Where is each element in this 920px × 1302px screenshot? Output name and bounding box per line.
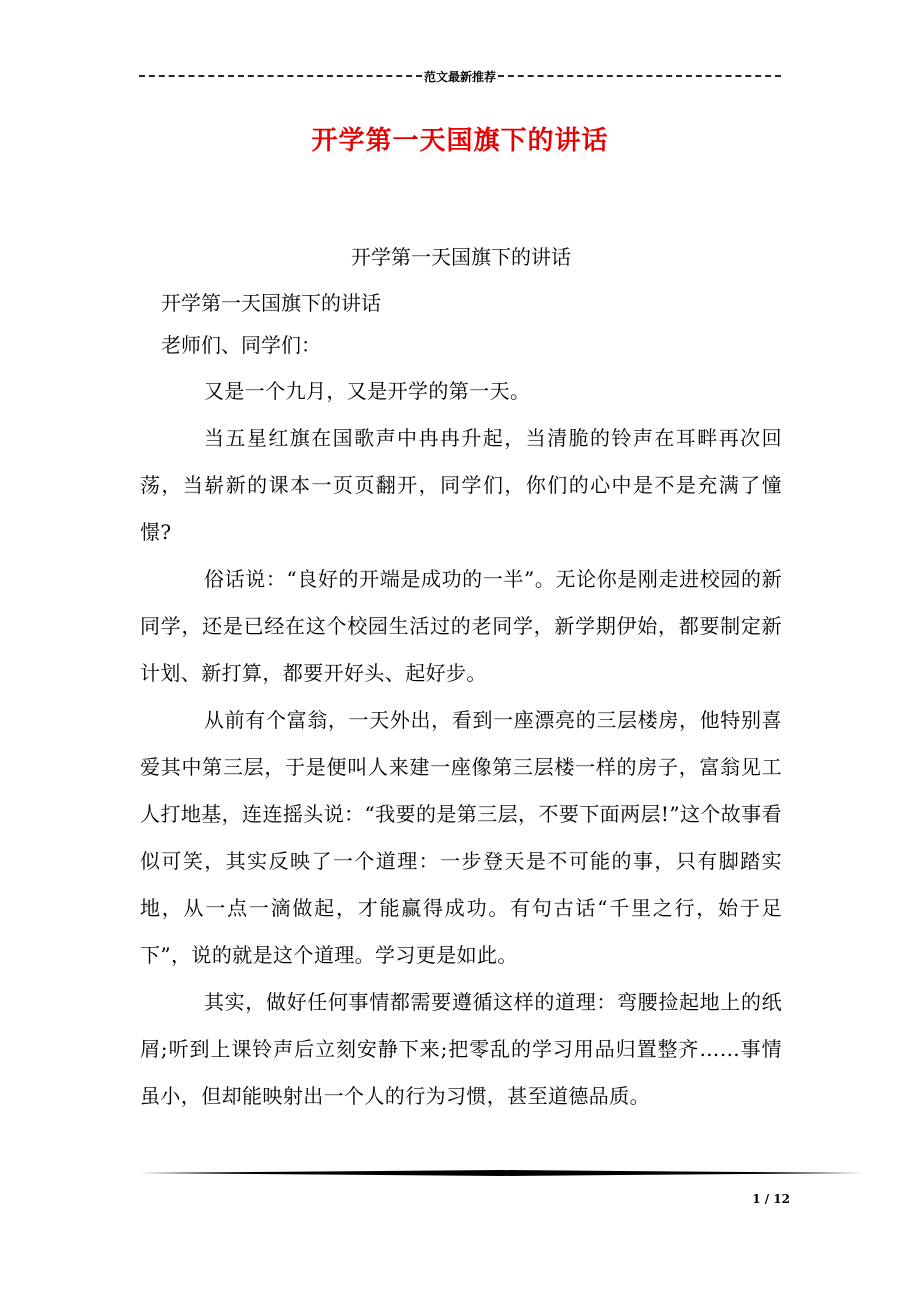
speech-heading: 开学第一天国旗下的讲话 [161,291,381,315]
page-header [139,66,781,86]
header-dashes-right [498,75,781,77]
paragraph: 又是一个九月，又是开学的第一天。 [204,379,531,403]
document-body [140,236,782,1120]
header-label: 范文最新推荐 [424,69,497,84]
speech-subtitle: 开学第一天国旗下的讲话 [351,245,571,269]
paragraph: 当五星红旗在国歌声中冉冉升起，当清脆的铃声在耳畔再次回荡，当崭新的课本一页页翻开，同学们，你们的心中是不是充满了憧憬? [140,426,782,544]
paragraph: 其实，做好任何事情都需要遵循这样的道理：弯腰捡起地上的纸屑;听到上课铃声后立刻安静下来;把零乱的学习用品归置整齐……事情虽小，但却能映射出一个人的行为习惯，甚至道德品质。 [140,990,782,1108]
paragraph: 俗话说：“良好的开端是成功的一半”。无论你是刚走进校园的新同学，还是已经在这个校园生活过的老同学，新学期伊始，都要制定新计划、新打算，都要开好头、起好步。 [140,567,782,685]
salutation: 老师们、同学们： [161,333,321,357]
header-dashes-left [139,75,422,77]
document-title: 开学第一天国旗下的讲话 [311,126,609,156]
footer-divider [139,1170,863,1176]
page-number: 1 / 12 [752,1192,790,1206]
paragraph: 从前有个富翁，一天外出，看到一座漂亮的三层楼房，他特别喜爱其中第三层，于是便叫人来建一座像第三层楼一样的房子，富翁见工人打地基，连连摇头说：“我要的是第三层，不要下面两层!”这个故事看似可笑，其实反映了一个道理：一步登天是不可能的事，只有脚踏实地，从一点一滴做起，才能赢得成功。有句古话“千里之行，始于足下”，说的就是这个道理。学习更是如此。 [140,708,782,967]
